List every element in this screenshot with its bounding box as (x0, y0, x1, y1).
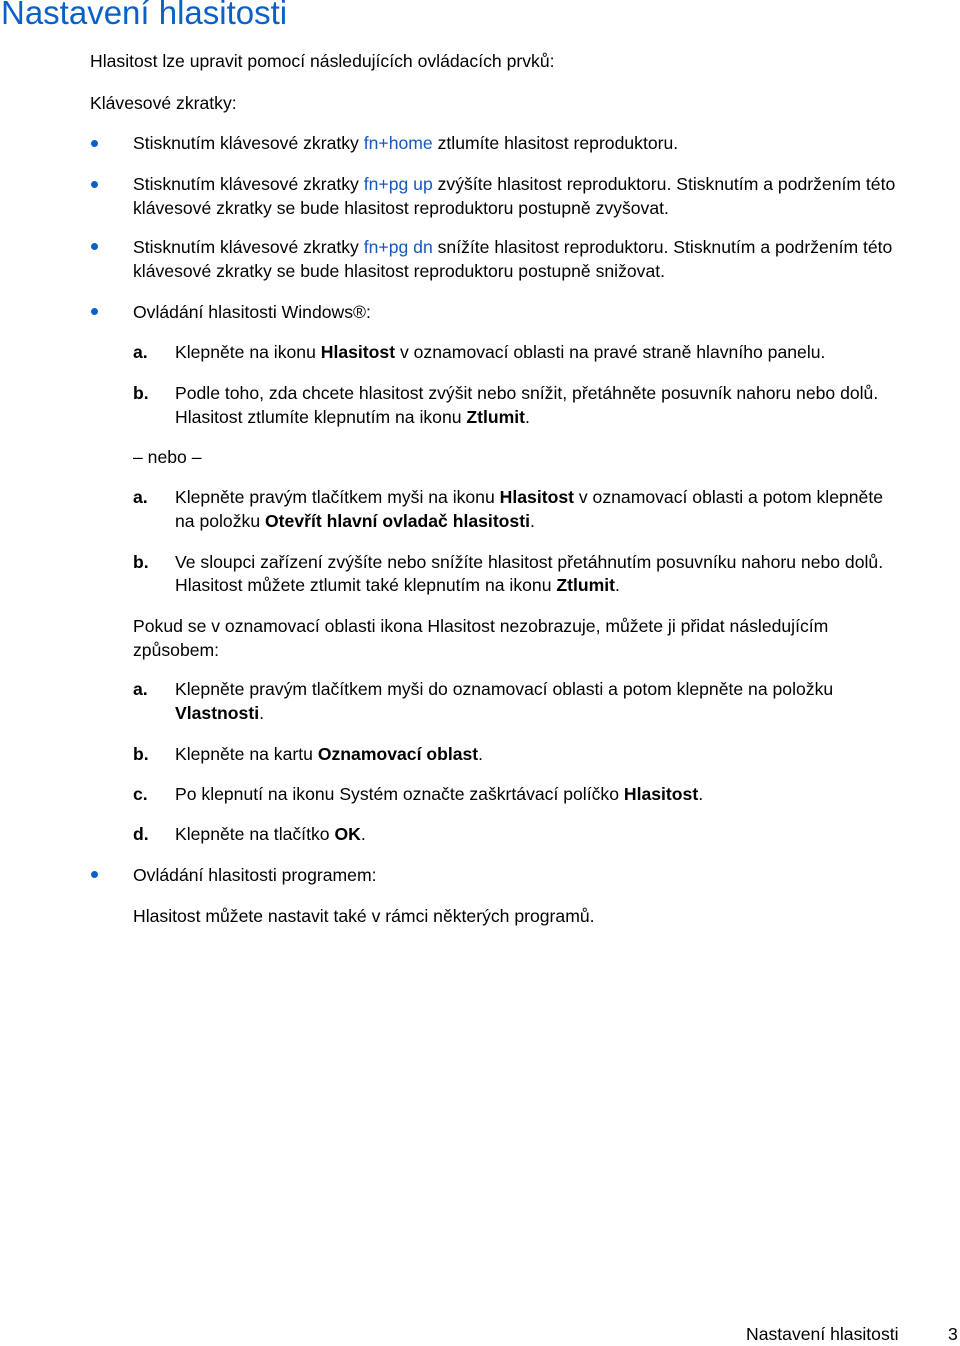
step-text: Klepněte na ikonu (175, 342, 321, 362)
ui-term: OK (334, 824, 361, 844)
step-label: b. (133, 552, 149, 572)
shortcut-key: fn+pg up (363, 174, 433, 194)
ui-term: Oznamovací oblast (317, 744, 479, 764)
bullet-text: Stisknutím klávesové zkratky (133, 237, 364, 257)
step-text: v oznamovací oblasti a potom klepněte (573, 487, 884, 507)
bullet-windows-volume: Ovládání hlasitosti Windows®: (133, 302, 371, 322)
step-label: c. (133, 784, 148, 804)
ui-term: Vlastnosti (175, 703, 260, 723)
bullet-fn-pgdn (133, 235, 892, 259)
shortcuts-heading: Klávesové zkratky: (90, 93, 237, 113)
step-text: Po klepnutí na ikonu Systém označte zaškrtávací políčko (175, 784, 624, 804)
bullet-icon (91, 181, 98, 188)
nebo-separator: – nebo – (133, 447, 202, 467)
step-text: v oznamovací oblasti na pravé straně hlavního panelu. (395, 342, 826, 362)
alt-a-line2 (175, 509, 535, 533)
step-text: . (525, 407, 530, 427)
footer-section-title: Nastavení hlasitosti (746, 1324, 899, 1344)
ui-term: Hlasitost (623, 784, 699, 804)
bullet-icon (91, 140, 98, 147)
step-text: . (259, 703, 264, 723)
step-label: a. (133, 342, 148, 362)
step-text: na položku (175, 511, 265, 531)
add-a-line1: Klepněte pravým tlačítkem myši do oznamovací oblasti a potom klepněte na položku (175, 679, 834, 699)
step-b-line2 (175, 405, 530, 429)
bullet-icon (91, 871, 98, 878)
step-b-line1: Podle toho, zda chcete hlasitost zvýšit nebo snížit, přetáhněte posuvník nahoru nebo dolů. (175, 383, 879, 403)
bullet-text: zvýšíte hlasitost reproduktoru. Stisknutím a podržením této (432, 174, 896, 194)
add-d-text (175, 822, 366, 846)
step-label: d. (133, 824, 149, 844)
add-b-text (175, 742, 483, 766)
shortcut-key: fn+pg dn (363, 237, 433, 257)
step-text: . (615, 575, 620, 595)
step-label: a. (133, 679, 148, 699)
shortcut-key: fn+home (363, 133, 433, 153)
page-number: 3 (948, 1324, 958, 1344)
step-a-text (175, 340, 825, 364)
step-text: Klepněte na kartu (175, 744, 318, 764)
bullet-text: ztlumíte hlasitost reproduktoru. (432, 133, 679, 153)
ui-term: Ztlumit (556, 575, 616, 595)
add-a-line2 (175, 701, 264, 725)
step-text: . (478, 744, 484, 764)
ui-term: Hlasitost (320, 342, 396, 362)
ui-term: Otevřít hlavní ovladač hlasitosti (265, 511, 530, 531)
alt-b-line2 (175, 573, 620, 597)
step-text: . (529, 511, 535, 531)
bullet-program-volume: Ovládání hlasitosti programem: (133, 865, 377, 885)
alt-a-line1 (175, 485, 883, 509)
page-title: Nastavení hlasitosti (1, 0, 288, 31)
bullet-fn-home (133, 131, 678, 155)
step-text: Hlasitost ztlumíte klepnutím na ikonu (175, 407, 467, 427)
step-label: b. (133, 383, 149, 403)
step-text: Hlasitost můžete ztlumit také klepnutím na ikonu (175, 575, 557, 595)
step-text: . (698, 784, 704, 804)
bullet-fn-pgdn-line2: klávesové zkratky se bude hlasitost reproduktoru postupně snižovat. (133, 261, 666, 281)
alt-b-line1: Ve sloupci zařízení zvýšíte nebo snížíte hlasitost přetáhnutím posuvníku nahoru nebo dolů. (175, 552, 884, 572)
missing-icon-line2: způsobem: (133, 640, 220, 660)
step-text: Klepněte na tlačítko (175, 824, 335, 844)
intro-text: Hlasitost lze upravit pomocí následujících ovládacích prvků: (90, 51, 555, 71)
program-volume-text: Hlasitost můžete nastavit také v rámci některých programů. (133, 906, 595, 926)
step-text: . (360, 824, 366, 844)
ui-term: Hlasitost (499, 487, 574, 507)
missing-icon-line1: Pokud se v oznamovací oblasti ikona Hlasitost nezobrazuje, můžete ji přidat následujícím (133, 616, 829, 636)
bullet-fn-pgup-line2: klávesové zkratky se bude hlasitost reproduktoru postupně zvyšovat. (133, 198, 669, 218)
step-label: b. (133, 744, 149, 764)
bullet-text: Stisknutím klávesové zkratky (133, 174, 364, 194)
step-text: Klepněte pravým tlačítkem myši na ikonu (175, 487, 500, 507)
ui-term: Ztlumit (466, 407, 526, 427)
add-c-text (175, 782, 703, 806)
bullet-icon (91, 308, 98, 315)
bullet-text: Stisknutím klávesové zkratky (133, 133, 364, 153)
bullet-icon (91, 243, 98, 250)
bullet-text: snížíte hlasitost reproduktoru. Stisknutím a podržením této (432, 237, 893, 257)
bullet-fn-pgup (133, 172, 895, 196)
step-label: a. (133, 487, 148, 507)
